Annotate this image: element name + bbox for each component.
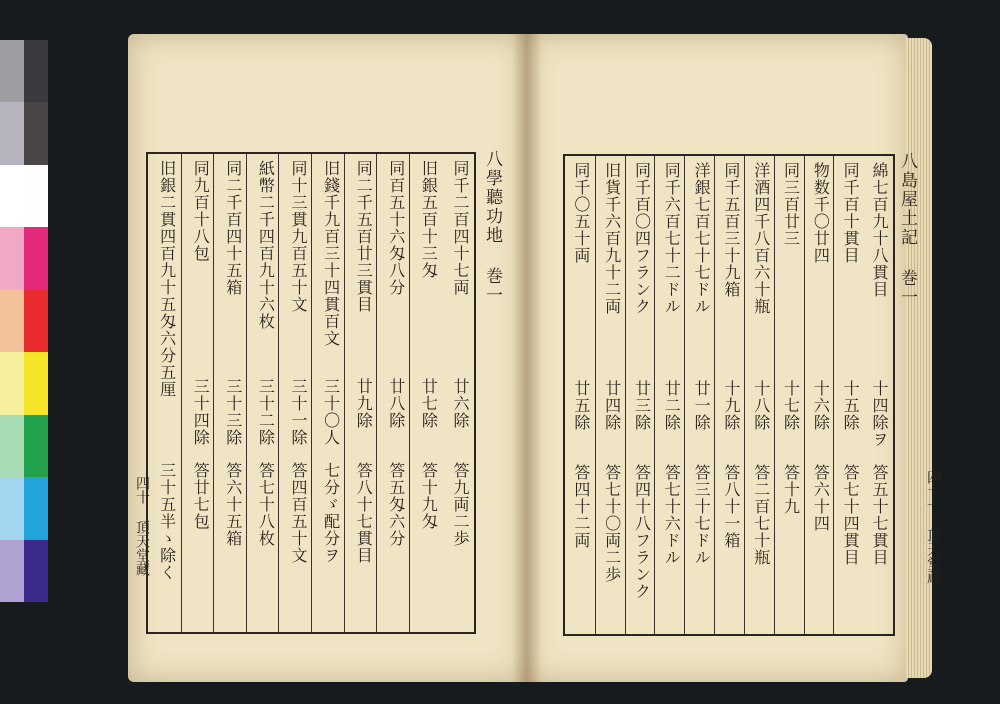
column-text-c2: 十八除: [751, 380, 771, 431]
text-column: [654, 156, 685, 634]
column-text-c3: 答六十五箱: [223, 462, 243, 547]
color-patch: [0, 227, 24, 289]
column-text-c3: 答十九: [781, 464, 801, 515]
column-text-c3: 七分ゞ配分ヲ: [321, 462, 341, 564]
text-column: [565, 156, 595, 634]
column-text-c2: 十七除: [781, 380, 801, 431]
column-text-c3: 答七十六ドル: [662, 464, 682, 566]
text-column: [863, 156, 893, 634]
color-patch-row: [0, 40, 48, 102]
column-text-c3: 答七十〇両二歩: [602, 464, 622, 583]
color-patch: [0, 415, 24, 477]
text-column: [625, 156, 656, 634]
color-patch: [24, 102, 48, 164]
text-column: [774, 156, 805, 634]
column-text-c3: 答二百七十瓶: [751, 464, 771, 566]
right-page-footer: 四十一 頂天堂蔵: [925, 470, 941, 584]
color-patch-row: [0, 477, 48, 539]
color-patch-row: [0, 352, 48, 414]
column-text-c2: 十六除: [811, 380, 831, 431]
column-text-c1: 同千百十貫目: [841, 162, 861, 264]
right-page-table: [563, 154, 895, 636]
color-patch: [0, 477, 24, 539]
column-text-c3: 答九両二歩: [450, 462, 470, 547]
text-column: [181, 154, 215, 632]
color-patch-row: [0, 102, 48, 164]
column-text-c1: 同二千五百廿三貫目: [354, 160, 374, 313]
color-patch: [24, 540, 48, 602]
column-text-c1: 同千五百三十九箱: [721, 162, 741, 298]
text-column: [344, 154, 378, 632]
column-text-c1: 洋酒四千八百六十瓶: [751, 162, 771, 315]
column-text-c3: 答廿七包: [191, 462, 211, 530]
column-text-c3: 答五匁六分: [386, 462, 406, 547]
color-patch: [24, 40, 48, 102]
column-text-c1: 同千六百七十二ドル: [662, 162, 682, 315]
color-checker-strip: [0, 40, 48, 602]
column-text-c2: 十五除: [841, 380, 861, 431]
column-text-c1: 綿七百九十八貫目: [869, 162, 889, 298]
column-text-c2: 廿二除: [662, 380, 682, 431]
column-text-c1: 旧貨千六百九十二両: [602, 162, 622, 315]
column-text-c2: 三十一除: [288, 378, 308, 446]
column-text-c3: 答五十七貫目: [869, 464, 889, 566]
left-page-footer: 四十 頂天堂藏: [134, 476, 150, 576]
color-patch-row: [0, 165, 48, 227]
text-column: [833, 156, 864, 634]
column-text-c1: 同千〇五十両: [571, 162, 591, 264]
column-text-c3: 答八十一箱: [721, 464, 741, 549]
text-column: [213, 154, 247, 632]
column-text-c2: 廿七除: [419, 378, 439, 429]
column-text-c2: 十九除: [721, 380, 741, 431]
color-patch: [24, 290, 48, 352]
column-text-c1: 物数千〇廿四: [811, 162, 831, 264]
column-text-c3: 答六十四: [811, 464, 831, 532]
column-text-c1: 同千百〇四フランク: [632, 162, 652, 315]
color-patch: [0, 102, 24, 164]
column-text-c1: 旧銀二貫四百九十五匁六分五厘: [157, 160, 177, 398]
color-patch: [0, 165, 24, 227]
color-patch-row: [0, 540, 48, 602]
column-text-c2: 廿一除: [692, 380, 712, 431]
text-column: [311, 154, 345, 632]
column-text-c1: 同二千百四十五箱: [223, 160, 243, 296]
column-text-c1: 旧錢千九百三十四貫百文: [321, 160, 341, 347]
column-text-c3: 答七十四貫目: [841, 464, 861, 566]
column-text-c3: 答七十八枚: [256, 462, 276, 547]
column-text-c3: 三十五半ゝ除く: [157, 462, 177, 581]
text-column: [804, 156, 835, 634]
color-patch: [0, 352, 24, 414]
column-text-c2: 廿四除: [602, 380, 622, 431]
column-text-c2: 三十四除: [191, 378, 211, 446]
book-gutter: [512, 34, 542, 682]
color-patch-row: [0, 227, 48, 289]
text-column: [441, 154, 474, 632]
column-text-c3: 答十九匁: [419, 462, 439, 530]
column-text-c3: 答八十七貫目: [354, 462, 374, 564]
text-column: [684, 156, 715, 634]
column-text-c3: 答四十二両: [571, 464, 591, 549]
color-patch: [0, 40, 24, 102]
text-column: [278, 154, 312, 632]
column-text-c2: 廿六除: [450, 378, 470, 429]
left-page-margin-title: 八學聽功地 巻一: [482, 150, 502, 305]
column-text-c1: 同九百十八包: [191, 160, 211, 262]
column-text-c2: 三十二除: [256, 378, 276, 446]
right-page-margin-title: 八島屋土記 巻一: [897, 152, 917, 307]
color-patch-row: [0, 290, 48, 352]
color-patch-row: [0, 415, 48, 477]
column-text-c1: 洋銀七百七十七ドル: [692, 162, 712, 315]
text-column: [409, 154, 443, 632]
column-text-c2: 十四除ヲ: [869, 380, 889, 448]
column-text-c2: 廿三除: [632, 380, 652, 431]
column-text-c2: 三十〇人: [321, 378, 341, 446]
color-patch: [0, 290, 24, 352]
text-column: [714, 156, 745, 634]
column-text-c1: 旧銀五百十三匁: [419, 160, 439, 279]
column-text-c1: 紙幣二千四百九十六枚: [256, 160, 276, 330]
color-patch: [24, 477, 48, 539]
color-patch: [24, 415, 48, 477]
column-text-c2: 廿八除: [386, 378, 406, 429]
color-patch: [24, 227, 48, 289]
text-column: [376, 154, 410, 632]
column-text-c1: 同百五十六匁八分: [386, 160, 406, 296]
left-page-table: [146, 152, 476, 634]
color-patch: [0, 540, 24, 602]
text-column: [246, 154, 280, 632]
column-text-c1: 同三百廿三: [781, 162, 801, 247]
column-text-c1: 同十三貫九百五十文: [288, 160, 308, 313]
column-text-c2: 三十三除: [223, 378, 243, 446]
column-text-c3: 答四十八フランク: [632, 464, 652, 600]
column-text-c2: 廿九除: [354, 378, 374, 429]
column-text-c1: 同千二百四十七両: [450, 160, 470, 296]
column-text-c3: 答三十七ドル: [692, 464, 712, 566]
text-column: [595, 156, 626, 634]
column-text-c3: 答四百五十文: [288, 462, 308, 564]
column-text-c2: 廿五除: [571, 380, 591, 431]
text-column: [148, 154, 181, 632]
text-column: [744, 156, 775, 634]
color-patch: [24, 352, 48, 414]
color-patch: [24, 165, 48, 227]
